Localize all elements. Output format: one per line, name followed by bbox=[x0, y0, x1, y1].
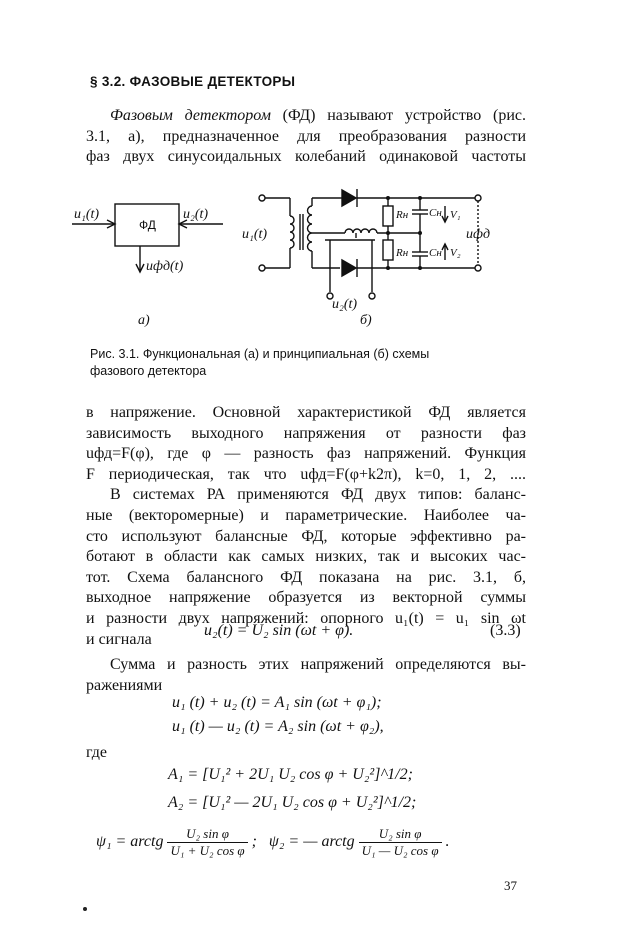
fig-b-cn2: Cн bbox=[429, 247, 442, 259]
fig-a-label: а) bbox=[138, 313, 150, 328]
where-word: где bbox=[86, 744, 108, 761]
section-heading: § 3.2. ФАЗОВЫЕ ДЕТЕКТОРЫ bbox=[90, 74, 296, 89]
equation-a2: A₂ = [U₁² — 2U₁ U₂ cos φ + U₂²]^1/2; bbox=[168, 794, 417, 811]
fig-b-ufd-label: uфд bbox=[466, 227, 491, 242]
fig-a-block-label: ФД bbox=[139, 218, 156, 232]
psi2-fraction: $\frac{\text{U₂ sin φ}}{\text{U₁ — U₂ cos φ}}$ bbox=[359, 826, 442, 859]
fig-b-rh1: Rн bbox=[396, 209, 409, 221]
page-number: 37 bbox=[504, 878, 517, 893]
fig-a-u2-label: u₂(t) bbox=[183, 207, 209, 222]
print-speck bbox=[83, 907, 87, 911]
body-paragraph: в напряжение. Основной характеристикой ФД является зависимость выходного напряжения от разности фаз uфд=F(φ), где φ — разность фаз напряжений. Функция F периодическая, так что uфд=F(φ+k2π), k=0, 1, 2, .... В системах РА применяются ФД двух типов: баланс- ные (векторомерные) и параметрические. Наиболее ча- сто используют балансные ФД, которые эффективно ра- ботают в области как самых низких, так и высоких час- тот. Схема балансного ФД показана на рис. 3.1, б, выходное напряжение образуется из векторной суммы и разности двух напряжений: опорного u₁(t) = u₁ sin ωt и сигнала bbox=[86, 404, 526, 648]
sum-paragraph: Сумма и разность этих напряжений определяются вы- ражениями bbox=[86, 656, 526, 694]
fig-b-label: б) bbox=[360, 313, 372, 328]
equation-3-3: u₂(t) = U₂ sin (ωt + φ). bbox=[204, 622, 354, 639]
equation-number: (3.3) bbox=[490, 622, 521, 639]
fig-b-rh2: Rн bbox=[396, 247, 409, 259]
equation-a1: A₁ = [U₁² + 2U₁ U₂ cos φ + U₂²]^1/2; bbox=[168, 766, 413, 783]
equation-psi: ψ₁ = arctg $\frac{\text{U₂ sin φ}}{\text{U₁ + U₂ cos φ}}$ ; ψ₂ = — arctg $\frac{\text{U₂ sin φ}}{\text{U₁ — U₂ cos φ}}$ . bbox=[96, 826, 450, 858]
fig-b-cn1: Cн bbox=[429, 207, 442, 219]
equation-sum: u₁ (t) + u₂ (t) = A₁ sin (ωt + φ₁); bbox=[172, 694, 382, 711]
fig-b-u2-label: u₂(t) bbox=[332, 297, 358, 312]
figure-3-1 bbox=[60, 176, 520, 336]
equation-difference: u₁ (t) — u₂ (t) = A₂ sin (ωt + φ₂), bbox=[172, 718, 384, 735]
fig-b-u1-label: u₁(t) bbox=[242, 227, 268, 242]
intro-paragraph: Фазовым детектором (ФД) называют устройство (рис. 3.1, а), предназначенное для преобразования разности фаз двух синусоидальных колебаний одинаковой частоты bbox=[86, 107, 526, 166]
intro-term: Фазовым детектором bbox=[110, 107, 271, 124]
psi1-fraction: $\frac{\text{U₂ sin φ}}{\text{U₁ + U₂ cos φ}}$ bbox=[167, 826, 247, 859]
fig-a-ufd-label: uфд(t) bbox=[146, 259, 184, 274]
figure-caption: Рис. 3.1. Функциональная (а) и принципиальная (б) схемы фазового детектора bbox=[90, 347, 430, 378]
fig-b-v2: V₂ bbox=[450, 247, 461, 259]
fig-a-u1-label: u₁(t) bbox=[74, 207, 100, 222]
fig-b-v1: V₁ bbox=[450, 209, 461, 221]
